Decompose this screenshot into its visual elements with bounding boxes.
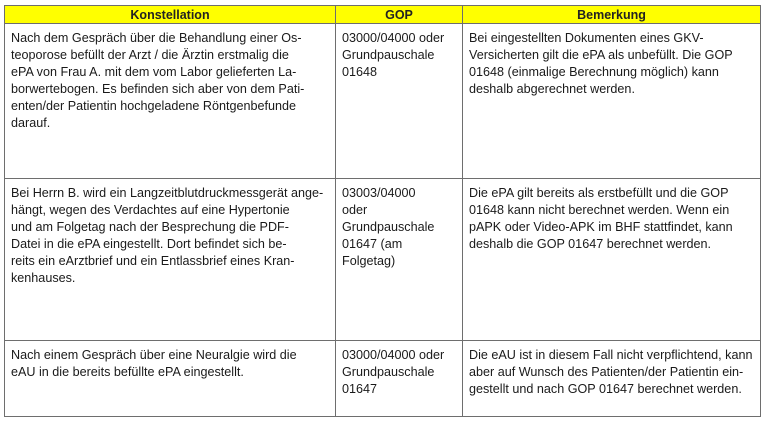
cell-gop: 03003/04000 oder Grundpauschale 01647 (am Folgetag) [336,179,463,341]
cell-bemerkung: Die ePA gilt bereits als erstbefüllt und die GOP 01648 kann nicht berechnet werden. Wenn ein pAPK oder Video-APK im BHF stattfindet, kann deshalb die GOP 01647 berechnet werden. [463,179,761,341]
table-row [5,341,761,417]
cell-gop: 03000/04000 oder Grundpauschale 01648 [336,24,463,179]
table-row [5,24,761,179]
billing-table [4,5,761,417]
cell-bemerkung: Die eAU ist in diesem Fall nicht verpflichtend, kann aber auf Wunsch des Patienten/der Patientin ein- gestellt und nach GOP 01647 berechnet werden. [463,341,761,417]
cell-konstellation: Nach dem Gespräch über die Behandlung einer Os- teoporose befüllt der Arzt / die Ärztin erstmalig die ePA von Frau A. mit dem vom Labor gelieferten La- borwertebogen. Es befinden sich aber von dem Pati- enten/der Patientin hochgeladene Röntgenbefunde darauf. [5,24,336,179]
header-bemerkung: Bemerkung [463,6,761,24]
cell-konstellation: Nach einem Gespräch über eine Neuralgie wird die eAU in die bereits befüllte ePA eingestellt. [5,341,336,417]
billing-table-container [4,5,760,417]
cell-konstellation: Bei Herrn B. wird ein Langzeitblutdruckmessgerät ange- hängt, wegen des Verdachtes auf eine Hypertonie und am Folgetag nach der Besprechung die PDF- Datei in die ePA eingestellt. Dort befindet sich be- reits ein eArztbrief und ein Entlassbrief eines Kran- kenhauses. [5,179,336,341]
cell-bemerkung: Bei eingestellten Dokumenten eines GKV- Versicherten gilt die ePA als unbefüllt. Die GOP 01648 (einmalige Berechnung möglich) kann deshalb abgerechnet werden. [463,24,761,179]
table-row [5,179,761,341]
header-gop: GOP [336,6,463,24]
table-header-row [5,6,761,24]
cell-gop: 03000/04000 oder Grundpauschale 01647 [336,341,463,417]
header-konstellation: Konstellation [5,6,336,24]
